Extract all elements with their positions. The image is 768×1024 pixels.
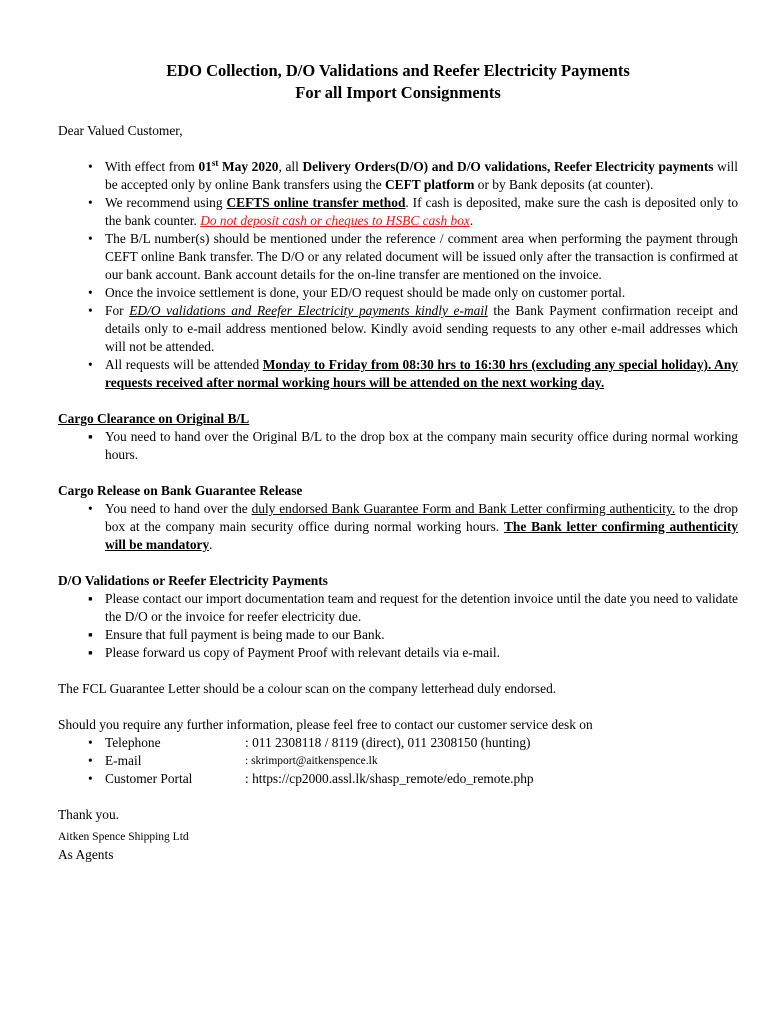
bullet-icon: [88, 356, 93, 374]
bank-guarantee-list: [58, 500, 738, 554]
bullet-icon: •: [88, 771, 93, 786]
notice-item-portal: • Once the invoice settlement is done, your ED/O request should be made only on customer portal.: [58, 284, 738, 302]
contact-telephone: • Telephone : 011 2308118 / 8119 (direct), 011 2308150 (hunting): [88, 735, 531, 750]
notice-list: [58, 158, 738, 392]
notice-item-effective-date: • With effect from 01st May 2020, all Delivery Orders(D/O) and D/O validations, Reefer Electricity payments will be accepted only by online Bank transfers using the CEFT platform or by Bank deposits (at counter).: [58, 158, 738, 194]
agents: As Agents: [58, 847, 114, 862]
square-bullet-icon: [88, 626, 93, 644]
original-bl-list: [58, 428, 738, 464]
list-item: ▪ Please contact our import documentation team and request for the detention invoice until the date you need to validate the D/O or the invoice for reefer electricity due.: [58, 590, 738, 626]
notice-item-email: • For ED/O validations and Reefer Electricity payments kindly e-mail the Bank Payment confirmation receipt and details only to e-mail address mentioned below. Kindly avoid sending requests to any other e-mail addresses which will not be attended.: [58, 302, 738, 356]
contact-portal: • Customer Portal : https://cp2000.assl.lk/shasp_remote/edo_remote.php: [88, 771, 534, 786]
list-item: • You need to hand over the duly endorsed Bank Guarantee Form and Bank Letter confirming authenticity. to the drop box at the company main security office during normal working hours. The Bank letter confirming authenticity will be mandatory.: [58, 500, 738, 554]
document-title: [58, 0, 738, 104]
greeting: Dear Valued Customer,: [58, 123, 183, 138]
notice-item-bl-number: • The B/L number(s) should be mentioned under the reference / comment area when performing the payment through CEFT online Bank transfer. The D/O or any related document will be issued only after the transaction is confirmed at our bank account. Bank account details for the on-line transfer are mentioned on the invoice.: [58, 230, 738, 284]
do-validations-list: [58, 590, 738, 662]
square-bullet-icon: [88, 644, 93, 662]
company-name: Aitken Spence Shipping Ltd: [58, 831, 189, 843]
thanks: Thank you.: [58, 807, 119, 822]
list-item: ▪ Ensure that full payment is being made to our Bank.: [58, 626, 738, 644]
bullet-icon: [88, 230, 93, 248]
bullet-icon: [88, 302, 93, 320]
section-heading-bank-guarantee: Cargo Release on Bank Guarantee Release: [58, 483, 303, 498]
list-item: ▪ Please forward us copy of Payment Proof with relevant details via e-mail.: [58, 644, 738, 662]
warning-text: Do not deposit cash or cheques to HSBC cash box: [200, 213, 470, 228]
bullet-icon: [88, 194, 93, 212]
square-bullet-icon: [88, 590, 93, 608]
notice-item-hours: • All requests will be attended Monday to Friday from 08:30 hrs to 16:30 hrs (excluding any special holiday). Any requests received after normal working hours will be attended on the next working day.: [58, 356, 738, 392]
title-line-2: For all Import Consignments: [295, 83, 501, 102]
fcl-note: The FCL Guarantee Letter should be a colour scan on the company letterhead duly endorsed.: [58, 681, 557, 696]
list-item: ▪ You need to hand over the Original B/L to the drop box at the company main security office during normal working hours.: [58, 428, 738, 464]
bullet-icon: •: [88, 753, 93, 768]
contact-list: [58, 734, 738, 788]
title-line-1: EDO Collection, D/O Validations and Reefer Electricity Payments: [166, 61, 630, 80]
bullet-icon: [88, 284, 93, 302]
contact-email: • E-mail : skrimport@aitkenspence.lk: [88, 753, 378, 768]
contact-intro: Should you require any further information, please feel free to contact our customer service desk on: [58, 717, 593, 732]
notice-item-cefts: • We recommend using CEFTS online transfer method. If cash is deposited, make sure the cash is deposited only to the bank counter. Do not deposit cash or cheques to HSBC cash box.: [58, 194, 738, 230]
bullet-icon: [88, 158, 93, 176]
square-bullet-icon: [88, 428, 93, 446]
bullet-icon: •: [88, 735, 93, 750]
section-heading-original-bl: Cargo Clearance on Original B/L: [58, 411, 250, 426]
bullet-icon: [88, 500, 93, 518]
section-heading-do-validations: D/O Validations or Reefer Electricity Payments: [58, 573, 328, 588]
